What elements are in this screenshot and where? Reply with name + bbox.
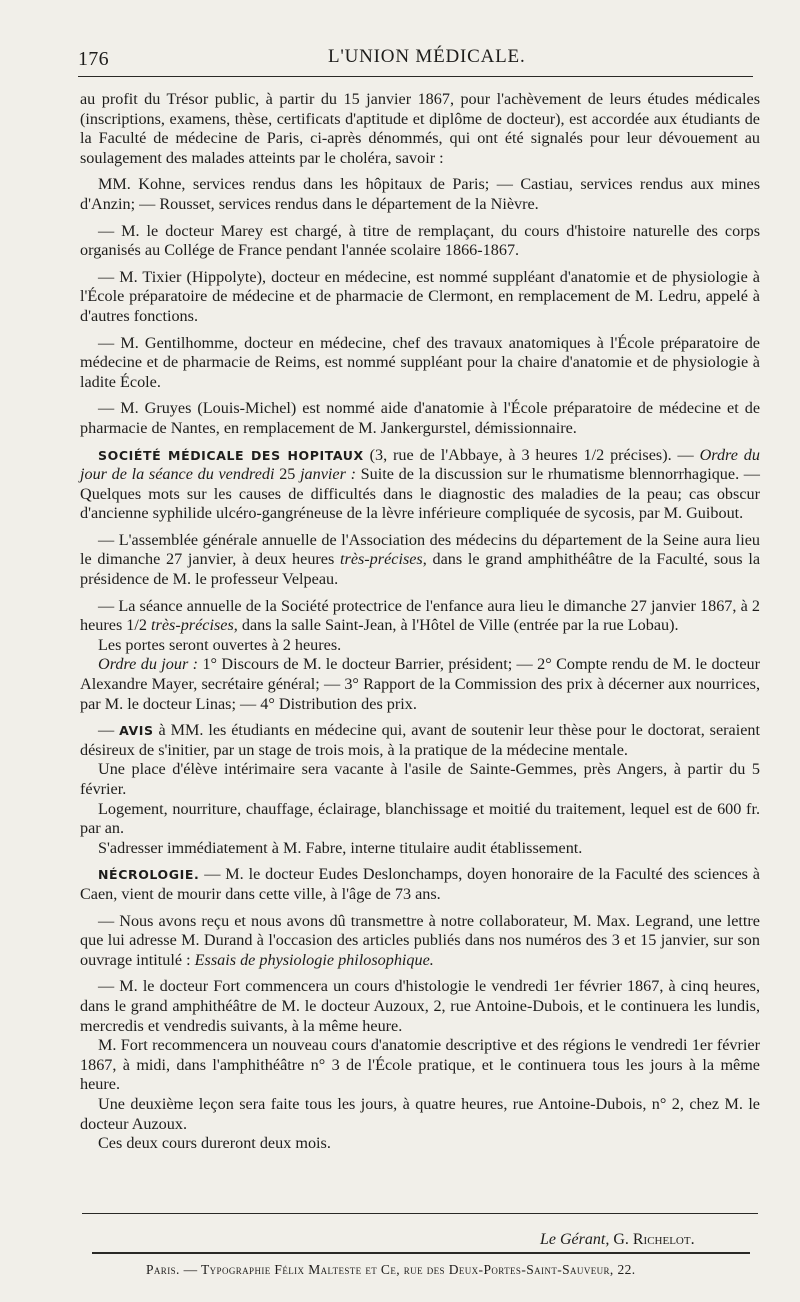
printer-imprint: Paris. — Typographie Félix Malteste et Ce, rue des Deux-Portes-Saint-Sauveur, 22.	[146, 1262, 636, 1277]
paragraph: Une place d'élève intérimaire sera vacante à l'asile de Sainte-Gemmes, près Angers, à partir du 5 février.	[80, 760, 760, 798]
paragraph: Ordre du jour : 1° Discours de M. le docteur Barrier, président; — 2° Compte rendu de M. le docteur Alexandre Mayer, secrétaire général; — 3° Rapport de la Commission des prix à décerner aux nourrices, par M. le docteur Linas; — 4° Distribution des prix.	[80, 655, 760, 713]
section-heading: NÉCROLOGIE.	[98, 867, 200, 883]
running-head	[78, 44, 756, 74]
paragraph: — M. le docteur Marey est chargé, à titre de remplaçant, du cours d'histoire naturelle des corps organisés au Collége de France pendant l'année scolaire 1866-1867.	[80, 221, 760, 260]
paragraph: — La séance annuelle de la Société protectrice de l'enfance aura lieu le dimanche 27 janvier 1867, à 2 heures 1/2 très-précises, dans la salle Saint-Jean, à l'Hôtel de Ville (entrée par la rue Lobau).	[80, 596, 760, 635]
paragraph: — M. Gentilhomme, docteur en médecine, chef des travaux anatomiques à l'École préparatoire de médecine et de pharmacie de Reims, est nommé suppléant pour la chaire d'anatomie et de physiologie à ladite École.	[80, 333, 760, 391]
paragraph: — M. Gruyes (Louis-Michel) est nommé aide d'anatomie à l'École préparatoire de médecine et de pharmacie de Nantes, en remplacement de M. Jankergurstel, démissionnaire.	[80, 399, 760, 437]
signature-name: G. Richelot.	[613, 1231, 695, 1248]
signature	[540, 1231, 695, 1249]
paragraph: MM. Kohne, services rendus dans les hôpitaux de Paris; — Castiau, services rendus aux mines d'Anzin; — Rousset, services rendus dans le département de la Nièvre.	[80, 175, 760, 213]
header-rule	[78, 76, 753, 77]
closing-rule	[82, 1213, 758, 1214]
paragraph: Logement, nourriture, chauffage, éclairage, blanchissage et moitié du traitement, lequel est de 600 fr. par an.	[80, 799, 760, 838]
paragraph: — L'assemblée générale annuelle de l'Association des médecins du département de la Seine aura lieu le dimanche 27 janvier, à deux heures très-précises, dans le grand amphithéâtre de la Faculté, sous la présidence de M. le professeur Velpeau.	[80, 530, 760, 589]
section-heading: SOCIÉTÉ MÉDICALE DES HOPITAUX	[98, 447, 364, 463]
signature-role: Le Gérant,	[540, 1231, 610, 1248]
paragraph: Les portes seront ouvertes à 2 heures.	[98, 635, 342, 654]
paragraph: Ces deux cours dureront deux mois.	[98, 1134, 331, 1153]
paragraph-necrologie: NÉCROLOGIE. — M. le docteur Eudes Deslonchamps, doyen honoraire de la Faculté des sciences à Caen, vient de mourir dans cette ville, à l'âge de 73 ans.	[80, 865, 760, 903]
paragraph: au profit du Trésor public, à partir du 15 janvier 1867, pour l'achèvement de leurs études médicales (inscriptions, examens, thèse, certificats d'aptitude et diplôme de docteur), est accordée aux étudiants de la Faculté de médecine de Paris, ci-après dénommés, qui ont été signalés pour leur dévouement au soulagement des malades atteints par le choléra, savoir :	[80, 90, 760, 167]
paragraph: Une deuxième leçon sera faite tous les jours, à quatre heures, rue Antoine-Dubois, n° 2, chez M. le docteur Auzoux.	[80, 1094, 760, 1133]
paragraph: — M. Tixier (Hippolyte), docteur en médecine, est nommé suppléant d'anatomie et de physiologie à l'École préparatoire de médecine et de pharmacie de Clermont, en remplacement de M. Ledru, appelé à d'autres fonctions.	[80, 267, 760, 325]
paragraph: — M. le docteur Fort commencera un cours d'histologie le vendredi 1er février 1867, à cinq heures, dans le grand amphithéâtre de M. le docteur Auzoux, 2, rue Antoine-Dubois, et le continuera les lundis, mercredis et vendredis suivants, à la même heure.	[80, 977, 760, 1035]
journal-title: L'UNION MÉDICALE.	[328, 46, 526, 67]
page-number: 176	[78, 48, 109, 70]
section-heading: AVIS	[119, 723, 154, 739]
paragraph: S'adresser immédiatement à M. Fabre, interne titulaire audit établissement.	[98, 838, 583, 857]
footer-rule	[92, 1252, 750, 1254]
article-body	[80, 90, 760, 1154]
paragraph: M. Fort recommencera un nouveau cours d'anatomie descriptive et des régions le vendredi 1er février 1867, à midi, dans l'amphithéâtre n° 3 de l'École pratique, et le continuera tous les jours à la même heure.	[80, 1036, 760, 1094]
paragraph: — Nous avons reçu et nous avons dû transmettre à notre collaborateur, M. Max. Legrand, une lettre que lui adresse M. Durand à l'occasion des articles publiés dans nos numéros des 3 et 15 janvier, sur son ouvrage intitulé : Essais de physiologie philosophique.	[80, 911, 760, 969]
paragraph-avis: — AVIS à MM. les étudiants en médecine qui, avant de soutenir leur thèse pour le doctorat, seraient désireux de s'initier, par un stage de trois mois, à la pratique de la médecine mentale.	[80, 721, 760, 759]
paragraph-societe: SOCIÉTÉ MÉDICALE DES HOPITAUX (3, rue de l'Abbaye, à 3 heures 1/2 précises). — Ordre du jour de la séance du vendredi 25 janvier : Suite de la discussion sur le rhumatisme blennorrhagique. — Quelques mots sur les causes de difficultés dans le diagnostic des maladies de la peau; cas obscur d'ancienne syphilide ulcéro-gangréneuse de la lèvre inférieure compliquée de sycosis, par M. Guibout.	[80, 445, 760, 523]
